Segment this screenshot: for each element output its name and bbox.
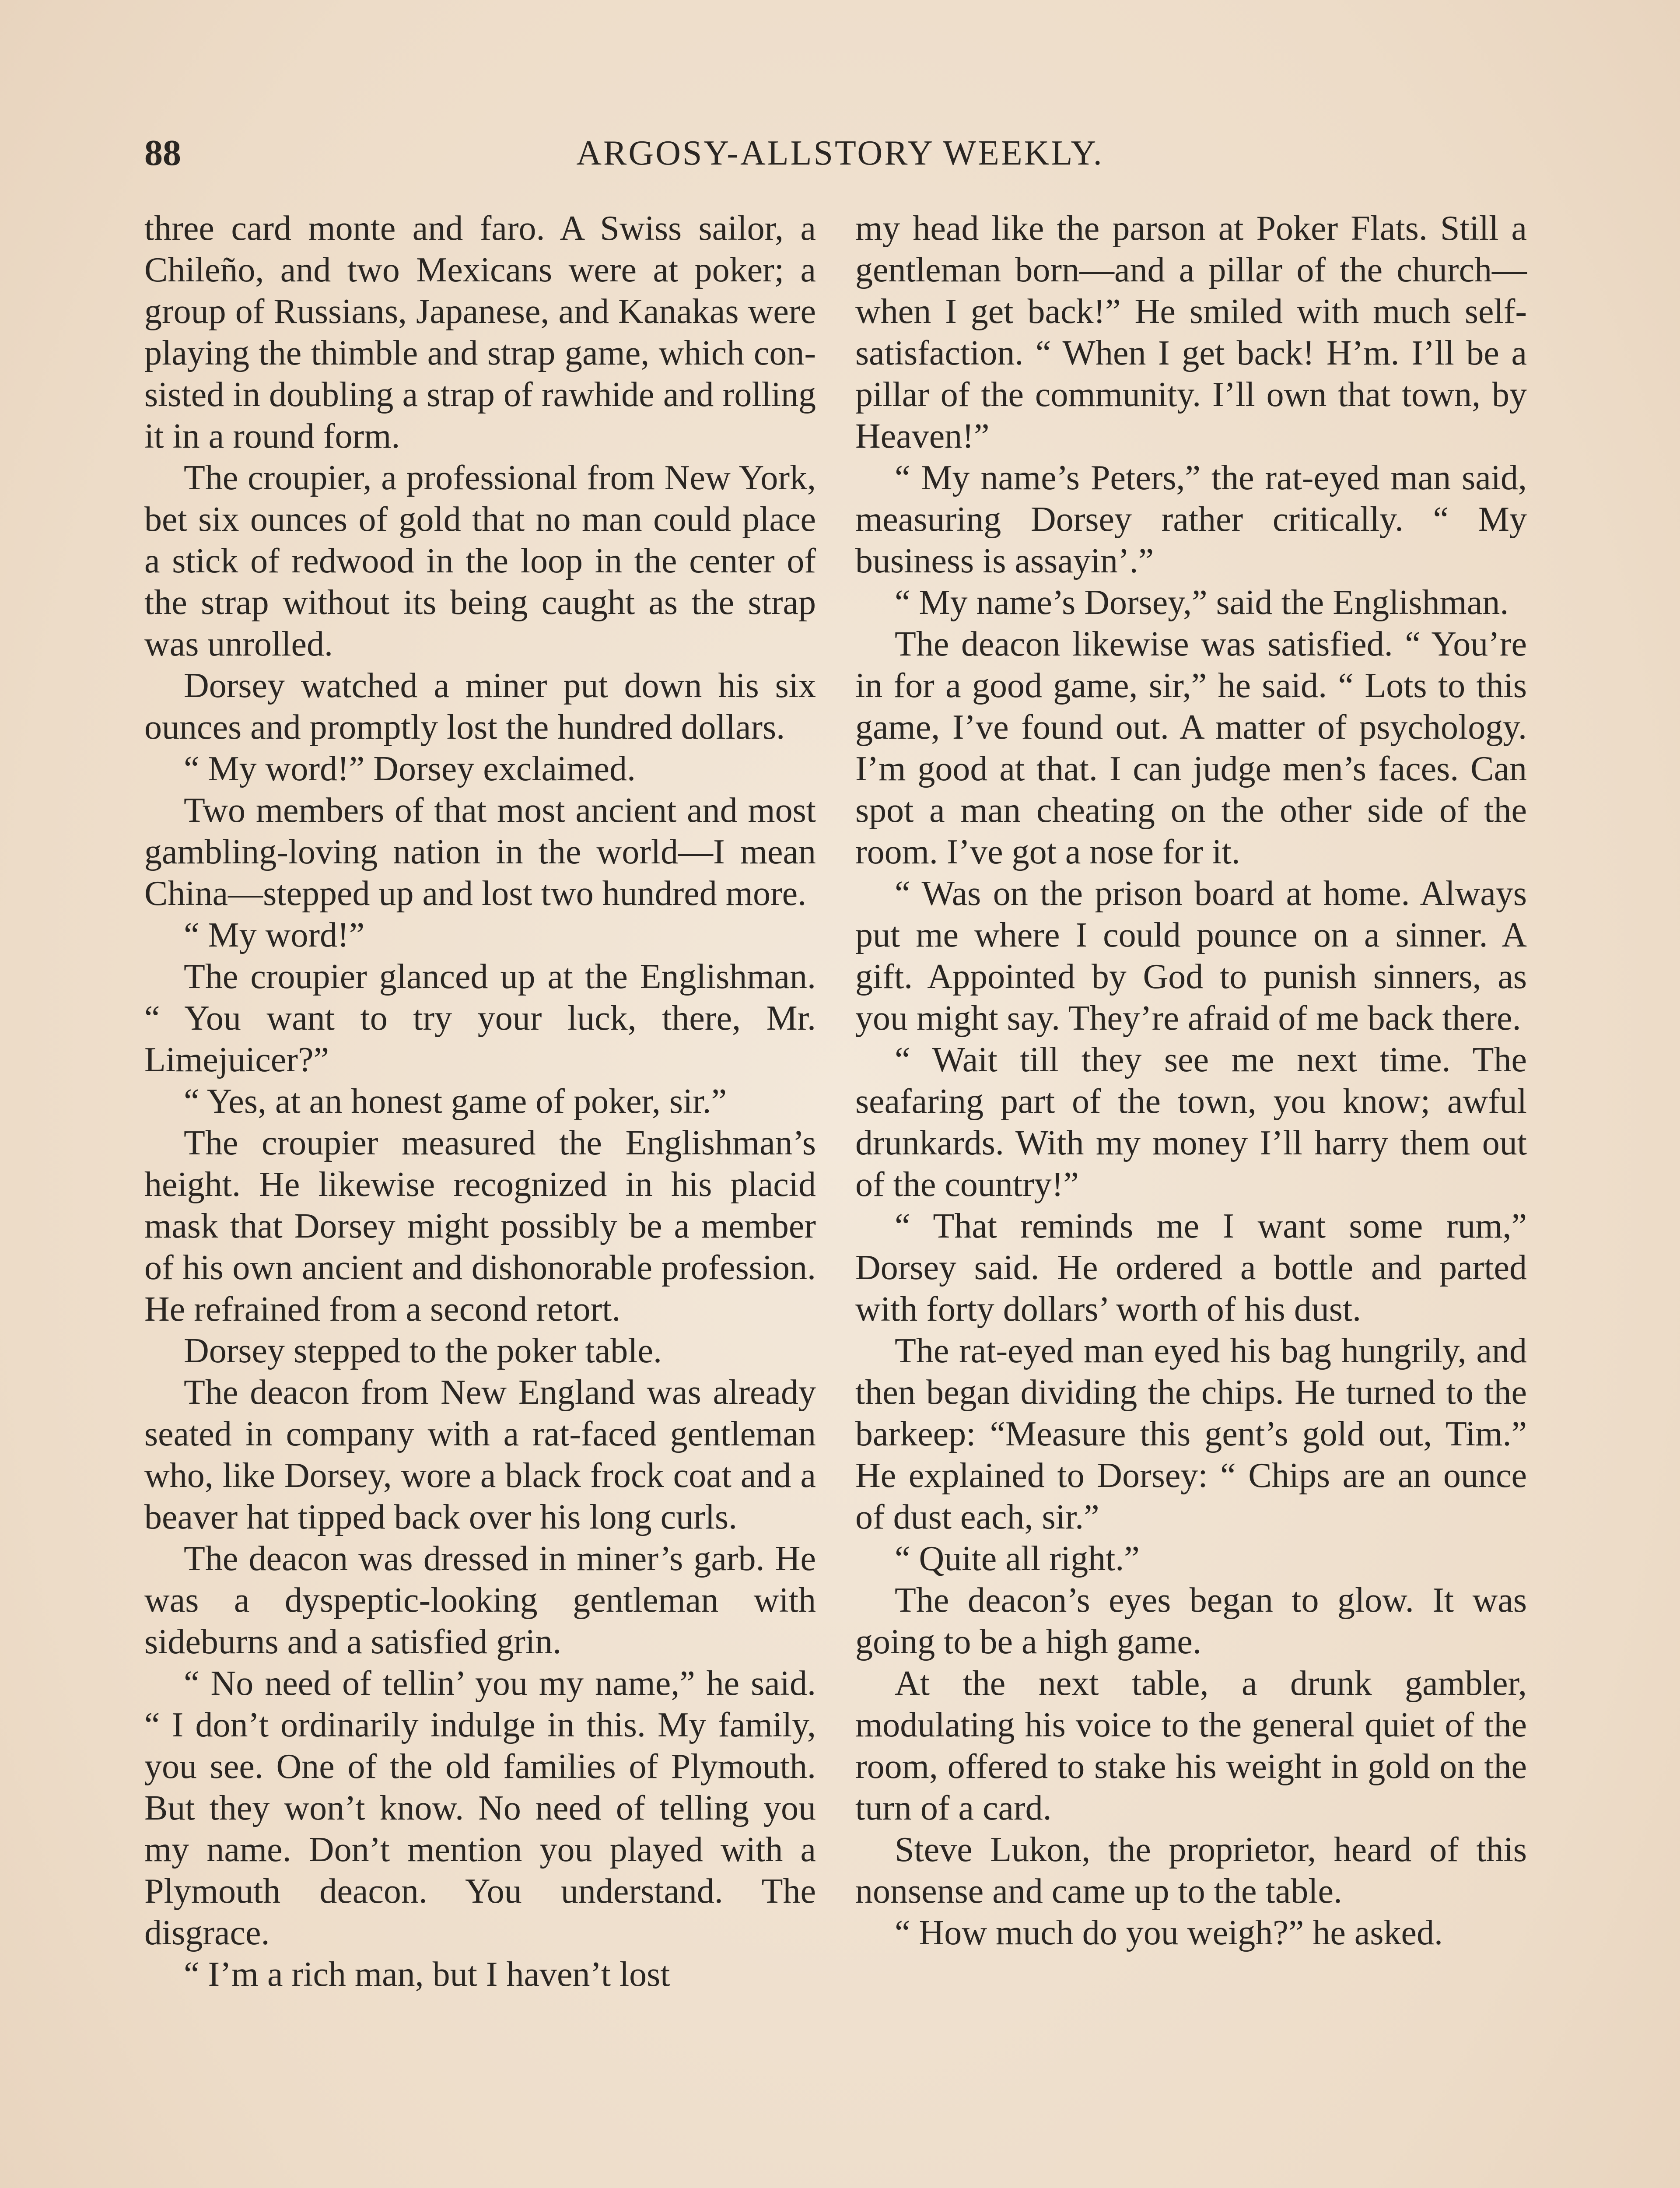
paragraph: three card monte and faro. A Swiss sailor, a Chileño, and two Mexicans were at poker; a group of Russians, Japanese, and Kanakas were playing the thimble and strap game, which consisted in doubling a strap of rawhide and rolling it in a round form. (144, 209, 816, 456)
paragraph: Dorsey stepped to the poker table. (184, 1332, 662, 1370)
paragraph: “ Wait till they see me next time. The seafaring part of the town, you know; awful drunkards. With my money I’ll harry them out of the country!” (855, 1041, 1527, 1204)
paragraph: The croupier measured the Englishman’s height. He likewise recognized in his placid mask that Dorsey might possibly be a member of his own ancient and dishonorable profession. He refrained from a second retort. (144, 1124, 816, 1329)
paragraph: The croupier glanced up at the Englishman. “ You want to try your luck, there, Mr. Limejuicer?” (144, 957, 816, 1079)
paragraph: The deacon likewise was satisfied. “ You’re in for a good game, sir,” he said. “ Lots to this game, I’ve found out. A matter of psychology. I’m good at that. I can judge men’s faces. Can spot a man cheating on the other side of the room. I’ve got a nose for it. (855, 625, 1527, 871)
paragraph: The rat-eyed man eyed his bag hungrily, and then began dividing the chips. He turned to the barkeep: “Measure this gent’s gold out, Tim.” He explained to Dorsey: “ Chips are an ounce of dust each, sir.” (855, 1332, 1527, 1536)
paragraph: my head like the parson at Poker Flats. Still a gentleman born—and a pillar of the church—when I get back!” He smiled with much self-satisfaction. “ When I get back! H’m. I’ll be a pillar of the community. I’ll own that town, by Heaven!” (855, 209, 1527, 456)
paragraph: “ My word!” Dorsey exclaimed. (184, 750, 636, 788)
paragraph: “ That reminds me I want some rum,” Dorsey said. He ordered a bottle and parted with forty dollars’ worth of his dust. (855, 1207, 1527, 1329)
paragraph: “ My name’s Peters,” the rat-eyed man said, measuring Dorsey rather critically. “ My business is assayin’.” (855, 459, 1527, 580)
paragraph: The deacon’s eyes began to glow. It was going to be a high game. (855, 1581, 1527, 1661)
paragraph: “ Was on the prison board at home. Always put me where I could pounce on a sinner. A gift. Appointed by God to punish sinners, as you might say. They’re afraid of me back there. (855, 874, 1527, 1038)
paragraph: “ My name’s Dorsey,” said the Englishman. (895, 583, 1509, 622)
paragraph: “ Yes, at an honest game of poker, sir.” (184, 1082, 727, 1121)
paragraph: The deacon from New England was already seated in company with a rat-faced gentleman who, like Dorsey, wore a black frock coat and a beaver hat tipped back over his long curls. (144, 1373, 816, 1536)
paragraph: The croupier, a professional from New York, bet six ounces of gold that no man could place a stick of redwood in the loop in the center of the strap without its being caught as the strap was unrolled. (144, 459, 816, 663)
paragraph: “ I’m a rich man, but I haven’t lost (184, 1955, 670, 1994)
paragraph: Dorsey watched a miner put down his six ounces and promptly lost the hundred dollars. (144, 666, 816, 747)
paragraph: Steve Lukon, the proprietor, heard of this nonsense and came up to the table. (855, 1830, 1527, 1911)
paragraph: Two members of that most ancient and most gambling-loving nation in the world—I mean China—stepped up and lost two hundred more. (144, 791, 816, 913)
text-column-right (855, 208, 1527, 1954)
paragraph: “ Quite all right.” (895, 1539, 1140, 1578)
page-number: 88 (144, 133, 181, 173)
text-column-left (144, 208, 816, 1995)
paragraph: At the next table, a drunk gambler, modulating his voice to the general quiet of the room, offered to stake his weight in gold on the turn of a card. (855, 1664, 1527, 1827)
paragraph: “ My word!” (184, 916, 365, 954)
paragraph: “ How much do you weigh?” he asked. (895, 1914, 1443, 1952)
paragraph: “ No need of tellin’ you my name,” he said. “ I don’t ordinarily indulge in this. My family, you see. One of the old families of Plymouth. But they won’t know. No need of telling you my name. Don’t mention you played with a Plymouth deacon. You understand. The disgrace. (144, 1664, 816, 1952)
paragraph: The deacon was dressed in miner’s garb. He was a dyspeptic-looking gentleman with sideburns and a satisfied grin. (144, 1539, 816, 1661)
running-head: ARGOSY-ALLSTORY WEEKLY. (576, 134, 1104, 172)
